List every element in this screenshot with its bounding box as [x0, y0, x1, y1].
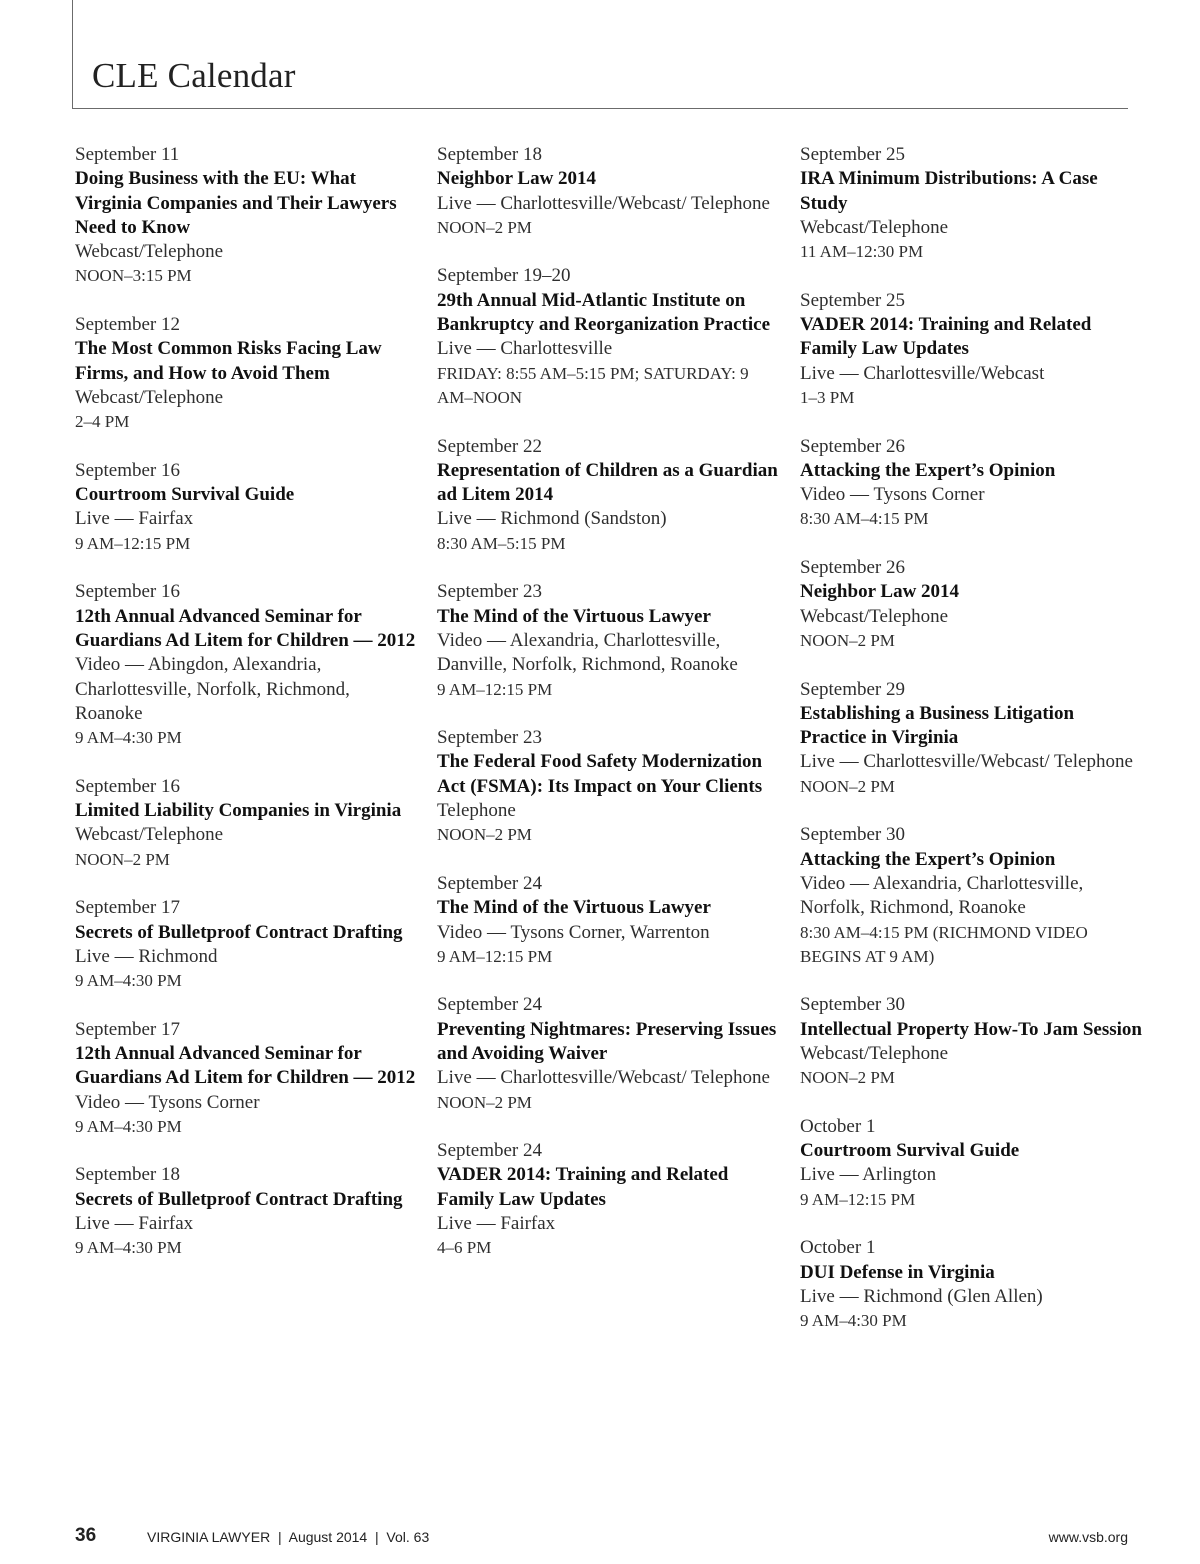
event-time: 9 AM–12:15 PM [75, 533, 191, 553]
calendar-event [800, 1236, 1145, 1333]
event-location: Live — Charlottesville/Webcast [800, 362, 1045, 384]
event-time: NOON–3:15 PM [75, 266, 192, 286]
calendar-event [75, 143, 420, 289]
event-title: Neighbor Law 2014 [800, 581, 960, 603]
event-title: Attacking the Expert’s Opinion [800, 459, 1056, 481]
event-date: September 26 [800, 557, 906, 579]
event-date: September 23 [437, 727, 543, 749]
event-location: Live — Fairfax [75, 508, 194, 530]
event-time: NOON–2 PM [437, 217, 532, 237]
event-date: September 16 [75, 459, 181, 481]
event-time: NOON–2 PM [800, 776, 895, 796]
event-title: Limited Liability Companies in Virginia [75, 800, 402, 822]
event-location: Live — Fairfax [75, 1213, 194, 1235]
event-title: Secrets of Bulletproof Contract Drafting [75, 921, 403, 943]
event-location: Live — Richmond [75, 945, 218, 967]
event-time: NOON–2 PM [800, 630, 895, 650]
calendar-event [800, 143, 1145, 264]
calendar-event [437, 993, 782, 1114]
event-date: September 17 [75, 1018, 181, 1040]
event-date: September 11 [75, 144, 180, 165]
event-date: September 17 [75, 897, 181, 919]
calendar-event [800, 823, 1145, 969]
calendar-event [800, 678, 1145, 799]
event-date: September 23 [437, 581, 543, 603]
event-title: 12th Annual Advanced Seminar for Guardians Ad Litem for Children — 2012 [75, 605, 416, 651]
event-location: Live — Charlottesville/Webcast/ Telephone [800, 751, 1133, 773]
event-location: Live — Charlottesville/Webcast/ Telephone [437, 1067, 770, 1089]
event-date: September 24 [437, 994, 543, 1016]
calendar-column-1 [75, 143, 420, 1285]
event-title: Courtroom Survival Guide [800, 1140, 1020, 1162]
event-date: September 22 [437, 435, 543, 457]
page-number: 36 [75, 1525, 97, 1546]
event-time: 9 AM–12:15 PM [800, 1189, 916, 1209]
event-title: The Mind of the Virtuous Lawyer [437, 605, 711, 627]
event-time: NOON–2 PM [75, 849, 170, 869]
event-location: Webcast/Telephone [75, 386, 224, 408]
event-title: 12th Annual Advanced Seminar for Guardians Ad Litem for Children — 2012 [75, 1042, 416, 1089]
calendar-event [437, 264, 782, 410]
event-location: Webcast/Telephone [800, 1042, 949, 1064]
event-location: Live — Charlottesville [437, 338, 613, 360]
event-title: VADER 2014: Training and Related Family Law Updates [437, 1164, 729, 1210]
calendar-event [800, 435, 1145, 532]
event-title: Courtroom Survival Guide [75, 484, 295, 506]
event-date: September 16 [75, 775, 181, 797]
calendar-column-2 [437, 143, 782, 1285]
event-location: Video — Alexandria, Charlottesville, Danville, Norfolk, Richmond, Roanoke [437, 629, 738, 676]
event-time: 9 AM–4:30 PM [800, 1311, 907, 1331]
event-title: DUI Defense in Virginia [800, 1261, 995, 1283]
calendar-event [437, 726, 782, 847]
event-date: September 24 [437, 1140, 543, 1162]
event-date: October 1 [800, 1237, 876, 1259]
calendar-event [800, 556, 1145, 653]
calendar-event [437, 580, 782, 701]
calendar-event [75, 896, 420, 993]
event-title: IRA Minimum Distributions: A Case Study [800, 168, 1098, 214]
event-location: Webcast/Telephone [75, 241, 224, 263]
event-location: Telephone [437, 800, 516, 822]
event-title: Establishing a Business Litigation Practice in Virginia [800, 702, 1075, 749]
header-vertical-rule [72, 0, 73, 108]
event-date: October 1 [800, 1115, 876, 1137]
event-time: 11 AM–12:30 PM [800, 242, 924, 262]
event-date: September 18 [75, 1164, 181, 1186]
event-location: Live — Richmond (Glen Allen) [800, 1285, 1043, 1307]
event-time: 8:30 AM–5:15 PM [437, 533, 566, 553]
event-date: September 25 [800, 289, 906, 311]
event-date: September 29 [800, 678, 906, 700]
event-time: NOON–2 PM [437, 1092, 532, 1112]
page-footer [75, 1527, 1128, 1551]
event-time: 4–6 PM [437, 1238, 492, 1258]
event-time: FRIDAY: 8:55 AM–5:15 PM; SATURDAY: 9 AM–NOON [437, 363, 749, 407]
calendar-event [75, 580, 420, 750]
event-location: Video — Tysons Corner [800, 484, 985, 506]
event-title: Preventing Nightmares: Preserving Issues and Avoiding Waiver [437, 1018, 777, 1064]
calendar-column-3 [800, 143, 1145, 1358]
event-time: 1–3 PM [800, 387, 855, 407]
calendar-event [800, 1115, 1145, 1212]
event-time: NOON–2 PM [437, 825, 532, 845]
publication-info: VIRGINIA LAWYER | August 2014 | Vol. 63 [147, 1529, 430, 1545]
calendar-event [75, 459, 420, 556]
calendar-event [75, 313, 420, 434]
event-time: 9 AM–12:15 PM [437, 946, 553, 966]
event-time: 9 AM–4:30 PM [75, 1116, 182, 1136]
event-date: September 16 [75, 581, 181, 603]
event-location: Live — Richmond (Sandston) [437, 508, 667, 530]
event-time: 2–4 PM [75, 412, 130, 432]
event-title: Attacking the Expert’s Opinion [800, 848, 1056, 870]
event-title: 29th Annual Mid-Atlantic Institute on Bankruptcy and Reorganization Practice [437, 289, 771, 336]
event-time: 8:30 AM–4:15 PM (RICHMOND VIDEO BEGINS AT 9 AM) [800, 922, 1088, 966]
event-date: September 26 [800, 435, 906, 457]
event-location: Webcast/Telephone [800, 605, 949, 627]
event-location: Live — Fairfax [437, 1213, 556, 1235]
event-title: Neighbor Law 2014 [437, 168, 597, 190]
event-date: September 18 [437, 144, 543, 165]
calendar-event [437, 435, 782, 556]
calendar-event [75, 1018, 420, 1139]
event-time: 9 AM–4:30 PM [75, 1238, 182, 1258]
event-date: September 30 [800, 824, 906, 846]
event-title: The Most Common Risks Facing Law Firms, and How to Avoid Them [75, 338, 382, 384]
header-horizontal-rule [72, 108, 1128, 109]
event-title: Doing Business with the EU: What Virginia Companies and Their Lawyers Need to Know [75, 168, 397, 238]
event-location: Webcast/Telephone [75, 824, 224, 846]
calendar-event [800, 289, 1145, 410]
calendar-event [437, 872, 782, 969]
event-title: VADER 2014: Training and Related Family Law Updates [800, 314, 1092, 360]
event-time: 9 AM–4:30 PM [75, 728, 182, 748]
event-title: The Federal Food Safety Modernization Act (FSMA): Its Impact on Your Clients [437, 751, 763, 797]
website-link[interactable]: www.vsb.org [1048, 1529, 1128, 1545]
event-title: Intellectual Property How-To Jam Session [800, 1018, 1142, 1040]
event-location: Video — Abingdon, Alexandria, Charlottesville, Norfolk, Richmond, Roanoke [75, 654, 350, 724]
page-title: CLE Calendar [92, 56, 296, 95]
event-title: The Mind of the Virtuous Lawyer [437, 897, 711, 919]
event-date: September 19–20 [437, 265, 571, 287]
calendar-event [437, 143, 782, 240]
event-date: September 12 [75, 314, 181, 336]
calendar-event [75, 1163, 420, 1260]
event-date: September 25 [800, 144, 906, 165]
event-location: Video — Alexandria, Charlottesville, Norfolk, Richmond, Roanoke [800, 872, 1084, 919]
event-location: Live — Arlington [800, 1164, 937, 1186]
calendar-event [437, 1139, 782, 1260]
event-time: 8:30 AM–4:15 PM [800, 509, 929, 529]
event-date: September 24 [437, 872, 543, 894]
calendar-event [800, 993, 1145, 1090]
event-location: Live — Charlottesville/Webcast/ Telephone [437, 192, 770, 214]
event-time: 9 AM–4:30 PM [75, 971, 182, 991]
event-title: Secrets of Bulletproof Contract Drafting [75, 1188, 403, 1210]
event-location: Video — Tysons Corner [75, 1091, 260, 1113]
calendar-event [75, 775, 420, 872]
event-time: NOON–2 PM [800, 1068, 895, 1088]
event-date: September 30 [800, 994, 906, 1016]
event-time: 9 AM–12:15 PM [437, 679, 553, 699]
event-location: Webcast/Telephone [800, 216, 949, 238]
event-location: Video — Tysons Corner, Warrenton [437, 921, 710, 943]
event-title: Representation of Children as a Guardian ad Litem 2014 [437, 459, 778, 506]
